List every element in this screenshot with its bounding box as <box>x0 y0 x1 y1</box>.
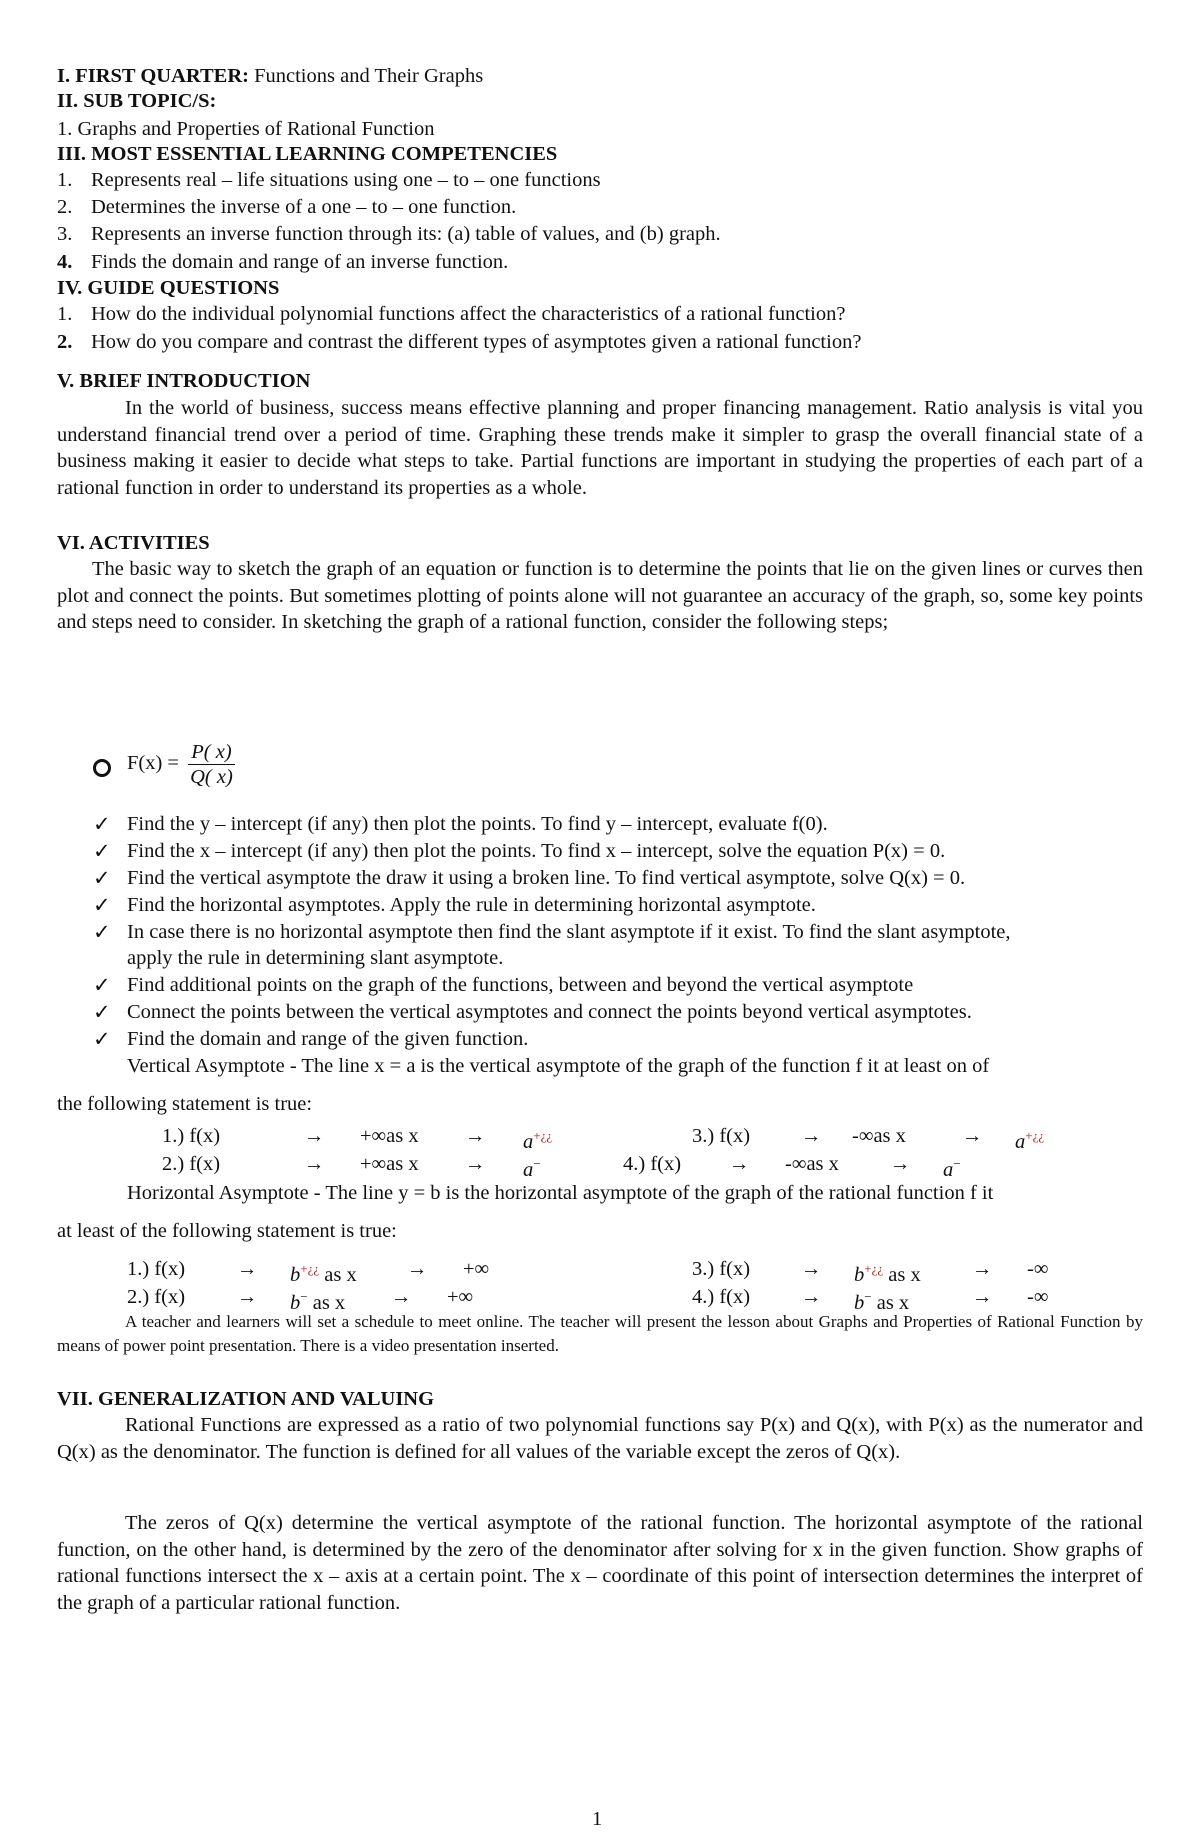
step-item: Find the x – intercept (if any) then plot the points. To find x – intercept, solve the equation P(x) = 0. <box>127 840 946 862</box>
horizontal-asymptote-definition-cont: at least of the following statement is true: <box>57 1220 397 1242</box>
step-item: Find the horizontal asymptotes. Apply the rule in determining horizontal asymptote. <box>127 894 816 916</box>
step-item-continued: apply the rule in determining slant asymptote. <box>127 947 504 969</box>
checkmark-icon: ✓ <box>93 866 111 890</box>
generalization-heading: VII. GENERALIZATION AND VALUING <box>57 1388 435 1410</box>
checkmark-icon: ✓ <box>93 1000 111 1024</box>
vertical-asymptote-definition: Vertical Asymptote - The line x = a is the vertical asymptote of the graph of the function f it at least on of <box>127 1055 990 1077</box>
quarter-value: Functions and Their Graphs <box>254 65 484 87</box>
formula-numerator: P( x) <box>188 740 235 765</box>
guide-question-item: 2. How do you compare and contrast the different types of asymptotes given a rational function? <box>57 331 862 353</box>
step-item: Find the vertical asymptote the draw it using a broken line. To find vertical asymptote, solve Q(x) = 0. <box>127 867 966 889</box>
checkmark-icon: ✓ <box>93 920 111 944</box>
competencies-heading: III. MOST ESSENTIAL LEARNING COMPETENCIES <box>57 143 558 165</box>
bullet-circle-icon <box>93 759 111 777</box>
step-item: In case there is no horizontal asymptote then find the slant asymptote if it exist. To find the slant asymptote, <box>127 921 1011 943</box>
checkmark-icon: ✓ <box>93 893 111 917</box>
intro-paragraph: In the world of business, success means effective planning and proper financing management. Ratio analysis is vital you understand financial trend over a period of time. Graphing these trends make it simpler to grasp the overall financial state of a business making it easier to decide what steps to take. Partial functions are important in studying the properties of each part of a rational function in order to understand its properties as a whole. <box>57 397 1143 499</box>
step-item: Find the y – intercept (if any) then plot the points. To find y – intercept, evaluate f(0). <box>127 813 828 835</box>
formula-denominator: Q( x) <box>190 766 233 788</box>
horizontal-asymptote-definition: Horizontal Asymptote - The line y = b is the horizontal asymptote of the graph of the rational function f it <box>127 1182 994 1204</box>
step-item: Connect the points between the vertical asymptotes and connect the points beyond vertical asymptotes. <box>127 1001 972 1023</box>
intro-heading: V. BRIEF INTRODUCTION <box>57 370 311 392</box>
quarter-label: I. FIRST QUARTER: <box>57 65 249 87</box>
checkmark-icon: ✓ <box>93 1027 111 1051</box>
checkmark-icon: ✓ <box>93 973 111 997</box>
subtopic-item: 1. Graphs and Properties of Rational Function <box>57 118 435 140</box>
checkmark-icon: ✓ <box>93 812 111 836</box>
activities-paragraph: The basic way to sketch the graph of an equation or function is to determine the points that lie on the given lines or curves then plot and connect the points. But sometimes plotting of points alone will not guarantee an accuracy of the graph, so, some key points and steps need to consider. In sketching the graph of a rational function, consider the following steps; <box>57 558 1143 633</box>
generalization-paragraph-1: Rational Functions are expressed as a ratio of two polynomial functions say P(x) and Q(x), with P(x) as the numerator and Q(x) as the denominator. The function is defined for all values of the variable except the zeros of Q(x). <box>57 1414 1143 1463</box>
competency-item: 1. Represents real – life situations using one – to – one functions <box>57 169 601 191</box>
subtopic-heading: II. SUB TOPIC/S: <box>57 90 217 112</box>
page-number: 1 <box>592 1808 603 1830</box>
guide-questions-heading: IV. GUIDE QUESTIONS <box>57 277 280 299</box>
checkmark-icon: ✓ <box>93 839 111 863</box>
competency-item: 2. Determines the inverse of a one – to – one function. <box>57 196 517 218</box>
rational-function-formula: F(x) = $\frac{P( x)}{Q( x)}$ <box>127 741 233 788</box>
quarter-line <box>57 64 483 88</box>
competency-item: 3. Represents an inverse function through its: (a) table of values, and (b) graph. <box>57 223 721 245</box>
step-item: Find the domain and range of the given function. <box>127 1028 529 1050</box>
competency-item: 4. Finds the domain and range of an inverse function. <box>57 251 509 273</box>
activities-heading: VI. ACTIVITIES <box>57 532 210 554</box>
lesson-delivery-note: A teacher and learners will set a schedule to meet online. The teacher will present the lesson about Graphs and Properties of Rational Function by means of power point presentation. There is a video presentation inserted. <box>57 1312 1143 1355</box>
step-item: Find additional points on the graph of the functions, between and beyond the vertical asymptote <box>127 974 914 996</box>
vertical-asymptote-definition-cont: the following statement is true: <box>57 1093 313 1115</box>
generalization-paragraph-2: The zeros of Q(x) determine the vertical asymptote of the rational function. The horizontal asymptote of the rational function, on the other hand, is determined by the zero of the denominator after solving for x in the given function. Show graphs of rational functions intersect the x – axis at a certain point. The x – coordinate of this point of intersection determines the interpret of the graph of a particular rational function. <box>57 1512 1143 1614</box>
guide-question-item: 1. How do the individual polynomial functions affect the characteristics of a rational function? <box>57 303 846 325</box>
